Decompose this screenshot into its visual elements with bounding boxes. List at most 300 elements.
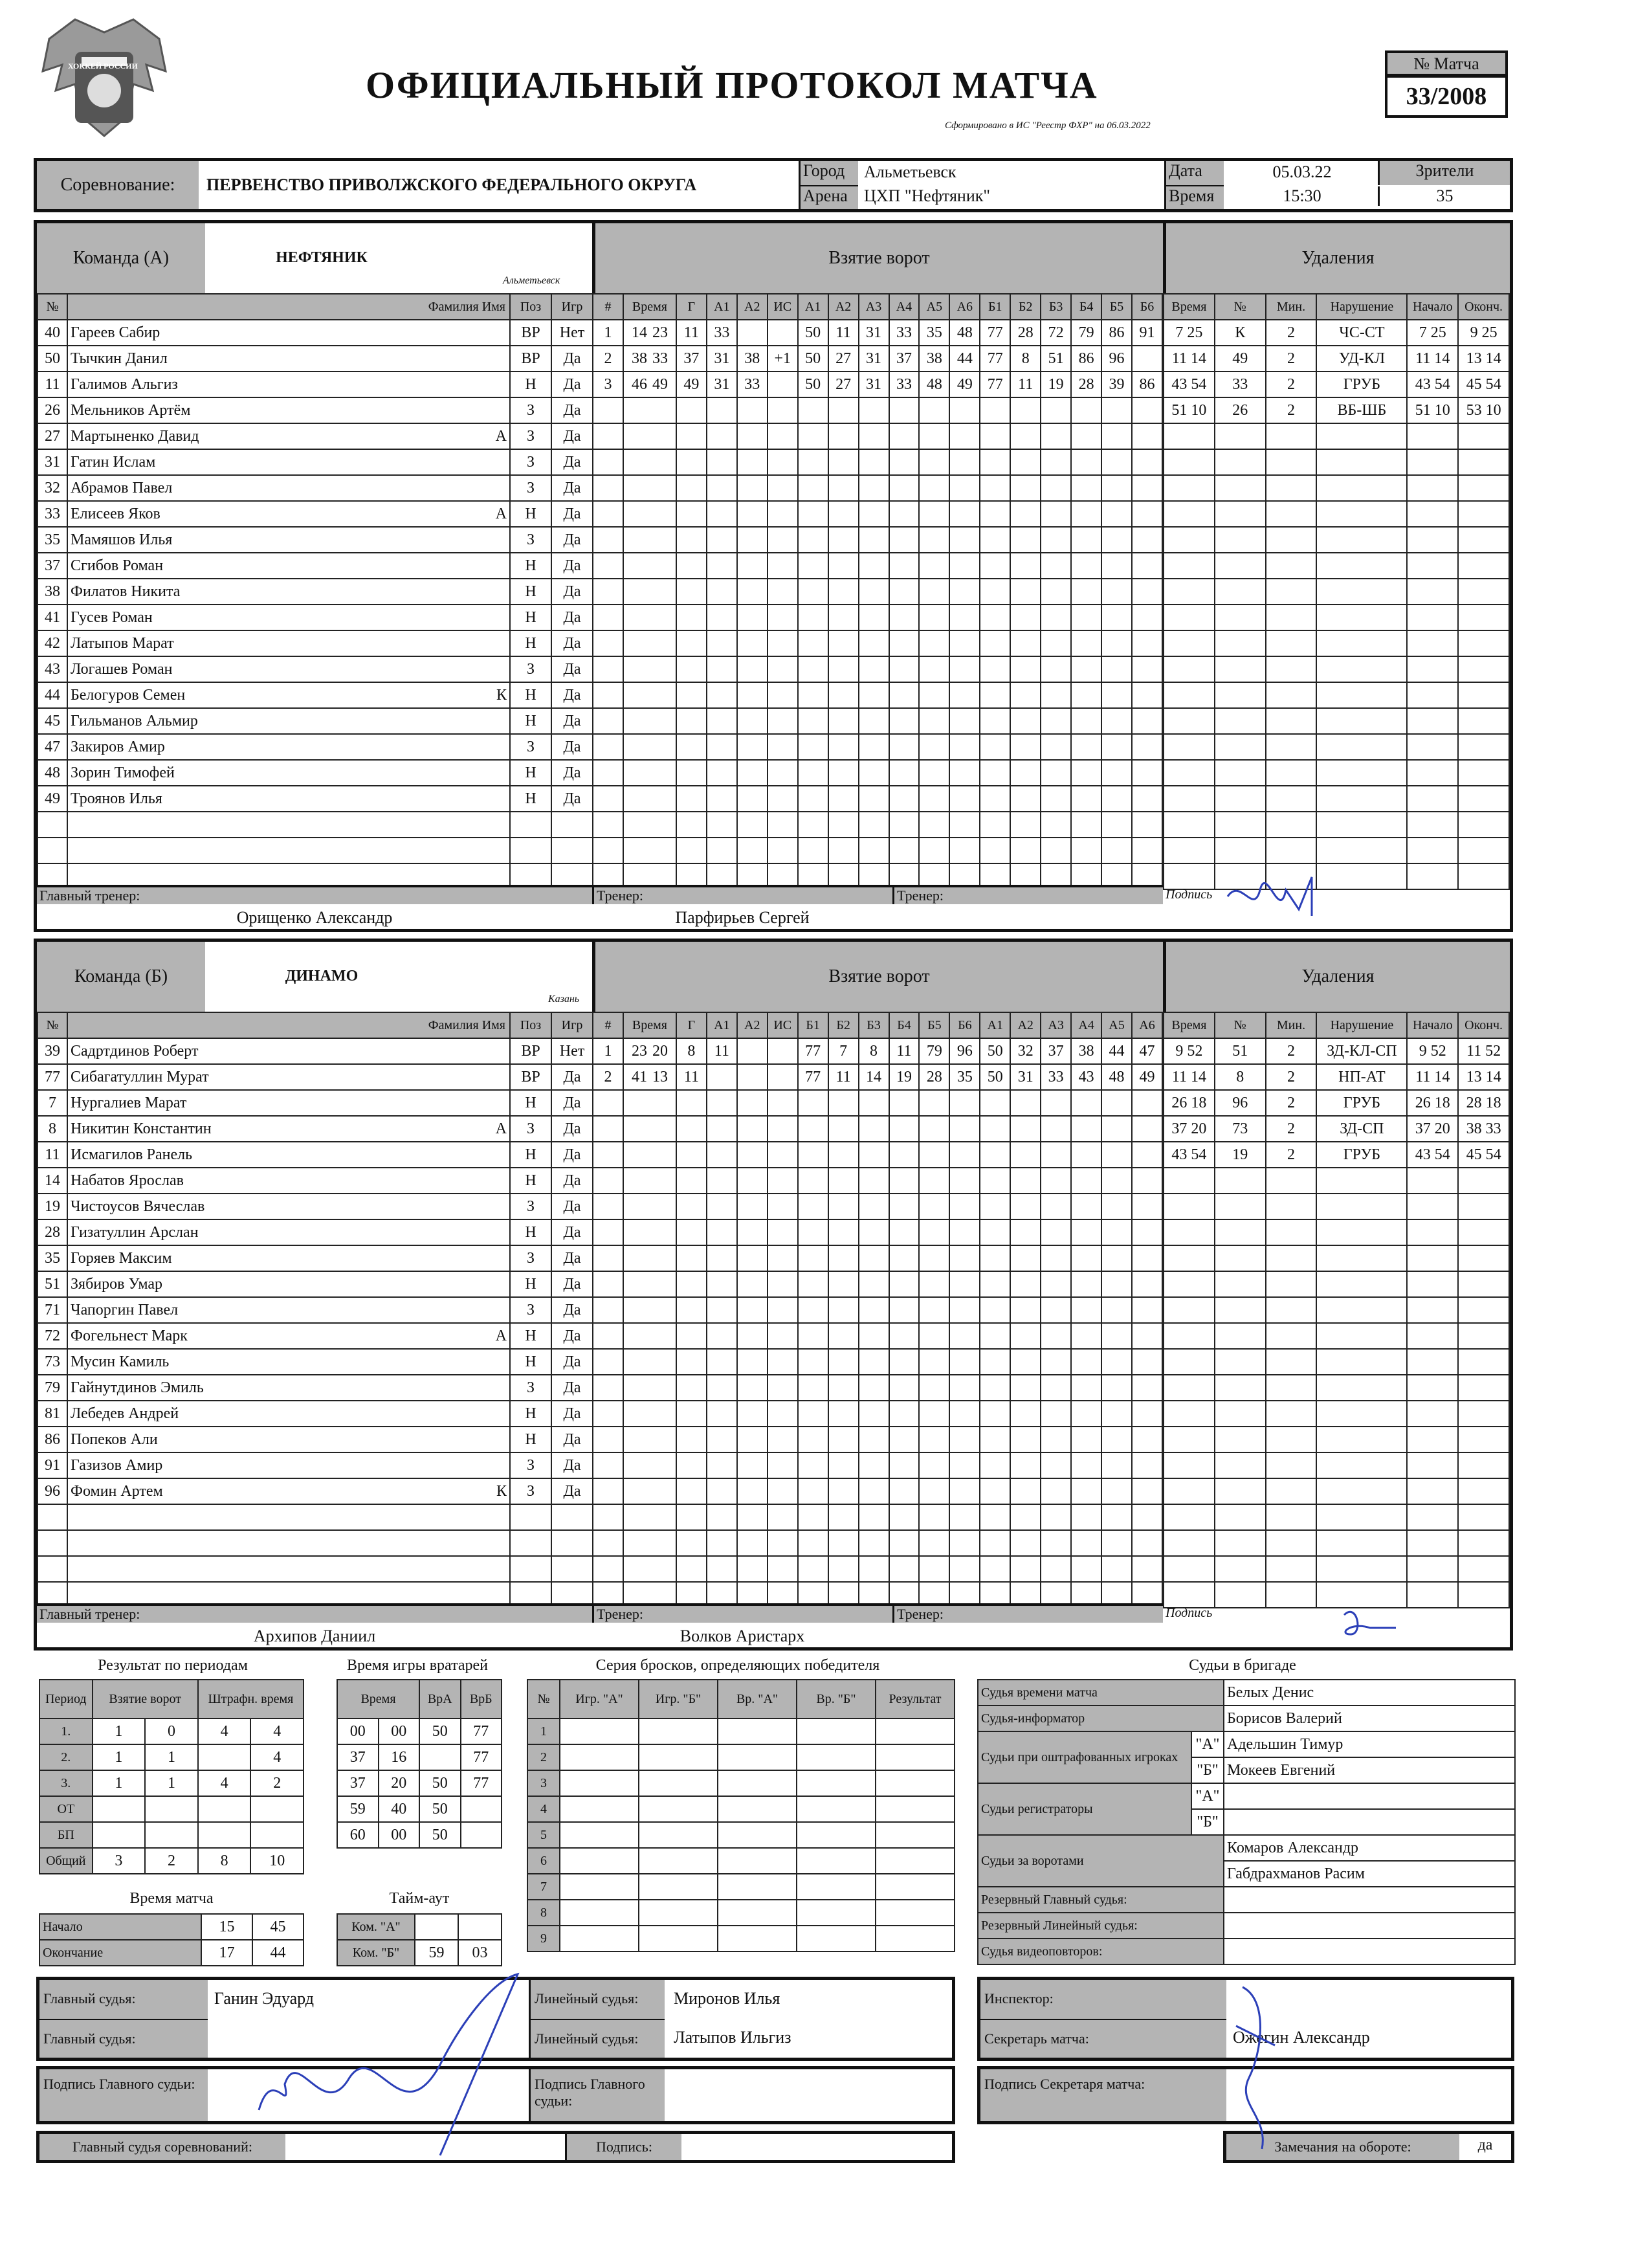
pen-minutes	[1266, 838, 1317, 863]
goal-cell	[1101, 1452, 1132, 1478]
player-played: Нет	[551, 320, 593, 346]
player-position: Н	[510, 1142, 551, 1168]
player-name: Попеков Али	[67, 1427, 510, 1452]
table-row	[38, 1271, 593, 1297]
goal-cell	[1041, 786, 1071, 812]
goal-cell: 50	[798, 372, 828, 397]
player-number: 40	[38, 320, 67, 346]
pen-infraction	[1316, 1297, 1407, 1323]
pen-start	[1407, 449, 1458, 475]
goal-cell	[707, 708, 737, 734]
table-row	[593, 372, 1162, 397]
pen-end: 38 33	[1458, 1116, 1509, 1142]
period-value	[145, 1796, 198, 1822]
goal-cell	[889, 397, 920, 423]
pen-player: 73	[1215, 1116, 1266, 1142]
goal-cell	[1041, 1219, 1071, 1245]
pen-player: 49	[1215, 346, 1266, 372]
goal-cell	[949, 1090, 980, 1116]
goal-cell	[980, 1116, 1010, 1142]
goal-cell	[1010, 734, 1041, 760]
goals-header: Б5	[919, 1012, 949, 1038]
secretary: Ожегин Александр	[1233, 2028, 1370, 2047]
goal-cell	[949, 475, 980, 501]
goal-cell	[707, 1090, 737, 1116]
goal-cell	[1101, 708, 1132, 734]
pen-end	[1458, 475, 1509, 501]
goal-time	[623, 397, 676, 423]
table-row	[593, 838, 1162, 863]
player-position: Н	[510, 1427, 551, 1452]
goalie-value	[461, 1796, 502, 1822]
player-played: Да	[551, 630, 593, 656]
player-number: 42	[38, 630, 67, 656]
goal-cell	[859, 423, 889, 449]
table-row	[593, 1556, 1162, 1582]
player-position: Н	[510, 1323, 551, 1349]
video-label: Судья видеоповторов:	[978, 1939, 1224, 1964]
player-position	[510, 1530, 551, 1556]
pen-minutes	[1266, 1427, 1317, 1452]
pen-minutes	[1266, 656, 1317, 682]
goal-cell	[1132, 708, 1162, 734]
sig-secretary-label: Подпись Секретаря матча:	[980, 2069, 1226, 2121]
team-a-section	[34, 220, 1513, 932]
goal-cell	[828, 1427, 859, 1452]
goal-cell	[1010, 1271, 1041, 1297]
table-row	[593, 346, 1162, 372]
pen-player	[1215, 1556, 1266, 1582]
pen-infraction	[1316, 630, 1407, 656]
player-name: Абрамов Павел	[67, 475, 510, 501]
shootout-cell	[639, 1926, 718, 1951]
goals-header: Б5	[1101, 294, 1132, 320]
goal-cell	[798, 838, 828, 863]
goal-cell	[707, 605, 737, 630]
table-row	[39, 1718, 304, 1744]
pen-infraction	[1316, 1452, 1407, 1478]
pen-time	[1164, 760, 1215, 786]
shootout-header: Игр. "Б"	[639, 1680, 718, 1718]
res-line	[1224, 1913, 1515, 1939]
table-row	[38, 1478, 593, 1504]
goal-cell	[798, 1323, 828, 1349]
goal-cell: 79	[919, 1038, 949, 1064]
shootout-number: 7	[527, 1874, 560, 1900]
goal-cell: 77	[798, 1064, 828, 1090]
goal-cell	[889, 553, 920, 579]
pen-infraction	[1316, 1349, 1407, 1375]
player-position: Н	[510, 1219, 551, 1245]
goal-cell	[859, 475, 889, 501]
pen-infraction	[1316, 605, 1407, 630]
goal-cell	[889, 734, 920, 760]
goal-cell	[889, 656, 920, 682]
goal-cell	[889, 423, 920, 449]
goal-cell	[980, 501, 1010, 527]
player-position: Н	[510, 605, 551, 630]
pen-player	[1215, 1504, 1266, 1530]
pen-minutes	[1266, 1504, 1317, 1530]
goal-number	[593, 1323, 623, 1349]
table-row	[38, 1427, 593, 1452]
pen-end	[1458, 863, 1509, 889]
goal-cell	[919, 1401, 949, 1427]
goal-cell	[859, 1478, 889, 1504]
pen-start	[1407, 1271, 1458, 1297]
goal-cell	[707, 786, 737, 812]
player-number	[38, 812, 67, 838]
pen-start	[1407, 1504, 1458, 1530]
player-played: Да	[551, 1245, 593, 1271]
goal-cell	[768, 1452, 798, 1478]
pen-start	[1407, 527, 1458, 553]
goal-cell	[798, 1116, 828, 1142]
goal-cell	[707, 1478, 737, 1504]
goal-number	[593, 1297, 623, 1323]
player-position: З	[510, 656, 551, 682]
goal-cell: 50	[798, 320, 828, 346]
timeout-b-s: 03	[458, 1940, 502, 1966]
player-played: Да	[551, 346, 593, 372]
match-end-m: 44	[252, 1940, 304, 1966]
period-value	[198, 1744, 251, 1770]
goal-cell	[1132, 734, 1162, 760]
table-row	[527, 1874, 955, 1900]
goal-cell	[980, 1530, 1010, 1556]
goal-cell	[676, 579, 707, 605]
goal-cell	[859, 527, 889, 553]
player-number: 11	[38, 372, 67, 397]
goal-cell	[1132, 1349, 1162, 1375]
goal-cell	[1101, 1478, 1132, 1504]
player-position: Н	[510, 786, 551, 812]
goals-header: А1	[707, 294, 737, 320]
player-played: Да	[551, 1375, 593, 1401]
pen-end: 9 25	[1458, 320, 1509, 346]
goal-cell	[1041, 449, 1071, 475]
period-value: 1	[93, 1770, 146, 1796]
goal-cell: 37	[889, 346, 920, 372]
goal-cell	[768, 1530, 798, 1556]
team-b-penalties	[1163, 1012, 1510, 1608]
timeout-title: Тайм-аут	[389, 1890, 450, 1907]
table-row	[593, 1323, 1162, 1349]
pen-time	[1164, 501, 1215, 527]
goal-cell	[828, 682, 859, 708]
goal-cell	[1101, 656, 1132, 682]
goal-cell	[1132, 1504, 1162, 1530]
goal-cell	[919, 475, 949, 501]
goal-cell	[1010, 838, 1041, 863]
goal-cell	[798, 760, 828, 786]
table-row	[38, 372, 593, 397]
goal-cell	[707, 1245, 737, 1271]
goal-cell: 49	[949, 372, 980, 397]
goal-time	[623, 372, 676, 397]
pen-start	[1407, 630, 1458, 656]
goal-cell	[1041, 553, 1071, 579]
goal-time	[623, 630, 676, 656]
table-row	[39, 1744, 304, 1770]
pen-player: 8	[1215, 1064, 1266, 1090]
match-time-table	[39, 1913, 304, 1966]
table-row	[38, 501, 593, 527]
pen-infraction	[1316, 656, 1407, 682]
goal-cell	[798, 501, 828, 527]
pen-infraction: НП-АТ	[1316, 1064, 1407, 1090]
goal-cell	[859, 397, 889, 423]
pen-infraction	[1316, 1401, 1407, 1427]
table-row	[38, 682, 593, 708]
player-name: Гизатуллин Арслан	[67, 1219, 510, 1245]
goal-cell	[707, 1349, 737, 1375]
pen-end	[1458, 760, 1509, 786]
goal-cell	[676, 1271, 707, 1297]
fhr-logo	[36, 13, 172, 155]
table-row	[39, 1796, 304, 1822]
table-row	[1164, 372, 1509, 397]
table-row	[1164, 1090, 1509, 1116]
team-a-city: Альметьевск	[503, 275, 560, 286]
pen-infraction	[1316, 682, 1407, 708]
goal-cell	[1041, 605, 1071, 630]
team-a-penalties	[1163, 293, 1510, 890]
pen-end	[1458, 812, 1509, 838]
goal-cell: 50	[798, 346, 828, 372]
pen-end	[1458, 656, 1509, 682]
table-row	[593, 1219, 1162, 1245]
goal-cell	[1010, 1219, 1041, 1245]
goal-cell	[1071, 656, 1101, 682]
pen-start	[1407, 1168, 1458, 1194]
goal-cell	[859, 838, 889, 863]
goal-sec: 33	[652, 350, 668, 367]
player-position	[510, 812, 551, 838]
goal-cell	[768, 1478, 798, 1504]
player-position	[510, 1504, 551, 1530]
goal-cell	[1071, 1530, 1101, 1556]
player-number: 43	[38, 656, 67, 682]
pen-start: 26 18	[1407, 1090, 1458, 1116]
player-number: 11	[38, 1142, 67, 1168]
goal-cell	[980, 1297, 1010, 1323]
table-row	[593, 1504, 1162, 1530]
goal-sec: 49	[652, 375, 668, 393]
player-name: Фогельнест Марк А	[67, 1323, 510, 1349]
roster-header: Игр	[551, 1012, 593, 1038]
goal-cell	[707, 838, 737, 863]
goal-cell	[707, 475, 737, 501]
pen-start	[1407, 1401, 1458, 1427]
goal-cell	[768, 605, 798, 630]
goal-cell	[1101, 527, 1132, 553]
pen-end	[1458, 1375, 1509, 1401]
pen-minutes	[1266, 1168, 1317, 1194]
goal-cell	[919, 1530, 949, 1556]
player-played: Да	[551, 1427, 593, 1452]
table-row	[593, 1478, 1162, 1504]
goals-header: Б6	[949, 1012, 980, 1038]
player-position: З	[510, 1375, 551, 1401]
goal-cell	[889, 1530, 920, 1556]
player-position: З	[510, 1478, 551, 1504]
shootout-cell	[876, 1770, 955, 1796]
goal-cell	[828, 1090, 859, 1116]
goal-cell	[859, 1245, 889, 1271]
goal-cell: 31	[859, 320, 889, 346]
team-a-head-coach: Орищенко Александр	[236, 908, 393, 927]
player-position: З	[510, 397, 551, 423]
player-number: 50	[38, 346, 67, 372]
goal-cell	[1041, 1142, 1071, 1168]
goal-cell	[768, 1349, 798, 1375]
player-position: ВР	[510, 320, 551, 346]
goal-cell: 19	[1041, 372, 1071, 397]
player-name: Садртдинов Роберт	[67, 1038, 510, 1064]
table-row	[1164, 838, 1509, 863]
goal-cell	[980, 397, 1010, 423]
goal-cell	[1041, 423, 1071, 449]
shootout-cell	[718, 1770, 797, 1796]
pen-time	[1164, 1245, 1215, 1271]
goal-cell	[980, 1349, 1010, 1375]
player-played: Да	[551, 1168, 593, 1194]
pen-end	[1458, 708, 1509, 734]
pen-minutes	[1266, 734, 1317, 760]
goal-judge-1: Комаров Александр	[1224, 1835, 1515, 1861]
goal-cell	[1132, 1323, 1162, 1349]
informer-label: Судья-информатор	[978, 1706, 1224, 1731]
table-row	[1164, 1142, 1509, 1168]
pen-time: 43 54	[1164, 1142, 1215, 1168]
goal-cell	[828, 1168, 859, 1194]
shootout-cell	[560, 1900, 639, 1926]
pen-start	[1407, 605, 1458, 630]
goal-cell	[768, 1297, 798, 1323]
goal-cell	[768, 423, 798, 449]
goal-cell	[768, 1038, 798, 1064]
match-end-label: Окончание	[39, 1940, 201, 1966]
period-name: 1.	[39, 1718, 93, 1744]
pen-start: 43 54	[1407, 372, 1458, 397]
goal-cell: 31	[859, 372, 889, 397]
goal-time	[623, 1530, 676, 1556]
goal-cell	[859, 1427, 889, 1452]
player-name: Тычкин Данил	[67, 346, 510, 372]
goal-cell	[919, 1219, 949, 1245]
goal-cell	[980, 1219, 1010, 1245]
goal-cell	[1132, 1556, 1162, 1582]
table-row	[593, 553, 1162, 579]
goal-cell	[919, 501, 949, 527]
match-label: № Матча	[1385, 50, 1508, 76]
goal-cell	[737, 1401, 768, 1427]
goal-cell	[1132, 1427, 1162, 1452]
pen-minutes	[1266, 786, 1317, 812]
goal-time	[623, 1401, 676, 1427]
pen-infraction	[1316, 449, 1407, 475]
shootout-header: Вр. "А"	[718, 1680, 797, 1718]
player-number: 96	[38, 1478, 67, 1504]
goal-cell	[1101, 1323, 1132, 1349]
goal-cell	[1132, 553, 1162, 579]
goals-header: А4	[889, 294, 920, 320]
goal-cell	[828, 1530, 859, 1556]
pen-time: 7 25	[1164, 320, 1215, 346]
player-position: Н	[510, 760, 551, 786]
goal-cell	[768, 372, 798, 397]
goals-header: А1	[980, 1012, 1010, 1038]
goal-cell	[1010, 630, 1041, 656]
player-name: Чистоусов Вячеслав	[67, 1194, 510, 1219]
goal-cell	[828, 812, 859, 838]
pen-infraction	[1316, 1271, 1407, 1297]
period-value: 2	[250, 1770, 304, 1796]
goal-cell	[859, 579, 889, 605]
page-title: ОФИЦИАЛЬНЫЙ ПРОТОКОЛ МАТЧА	[366, 64, 1098, 106]
goal-cell	[828, 1219, 859, 1245]
goal-cell	[1132, 1116, 1162, 1142]
pen-player	[1215, 1452, 1266, 1478]
table-row	[38, 1064, 593, 1090]
pen-end	[1458, 1245, 1509, 1271]
goal-cell	[980, 1504, 1010, 1530]
goal-time	[623, 760, 676, 786]
goal-cell: 33	[889, 320, 920, 346]
pen-player	[1215, 1582, 1266, 1608]
table-row	[1164, 1245, 1509, 1271]
timeout-b-label: Ком. "Б"	[337, 1940, 415, 1966]
goal-cell	[828, 1478, 859, 1504]
goals-header: А5	[919, 294, 949, 320]
goal-cell	[828, 786, 859, 812]
table-row	[593, 605, 1162, 630]
table-row	[1164, 527, 1509, 553]
pen-time	[1164, 1349, 1215, 1375]
goal-cell	[889, 630, 920, 656]
goal-cell: 38	[1071, 1038, 1101, 1064]
goal-time	[623, 320, 676, 346]
goal-cell	[1010, 475, 1041, 501]
goal-cell	[859, 656, 889, 682]
shootout-cell	[560, 1796, 639, 1822]
table-row	[1164, 1323, 1509, 1349]
player-played: Да	[551, 682, 593, 708]
goal-cell	[1010, 1297, 1041, 1323]
goals-header: Б4	[1071, 294, 1101, 320]
player-name	[67, 812, 510, 838]
player-role: К	[496, 686, 507, 704]
goal-cell	[919, 1090, 949, 1116]
goal-cell	[676, 682, 707, 708]
goal-cell	[919, 1556, 949, 1582]
player-played: Да	[551, 1297, 593, 1323]
period-value: 4	[250, 1718, 304, 1744]
goal-cell	[1101, 475, 1132, 501]
goal-cell	[1041, 1271, 1071, 1297]
goal-cell	[889, 579, 920, 605]
player-position: З	[510, 475, 551, 501]
goal-cell	[980, 423, 1010, 449]
team-b-name: ДИНАМО	[285, 968, 359, 984]
goalies-title: Время игры вратарей	[347, 1657, 488, 1674]
goal-cell	[1101, 1375, 1132, 1401]
shootout-cell	[718, 1900, 797, 1926]
goal-cell	[1010, 1245, 1041, 1271]
roster-header: №	[38, 1012, 67, 1038]
pen-minutes	[1266, 449, 1317, 475]
